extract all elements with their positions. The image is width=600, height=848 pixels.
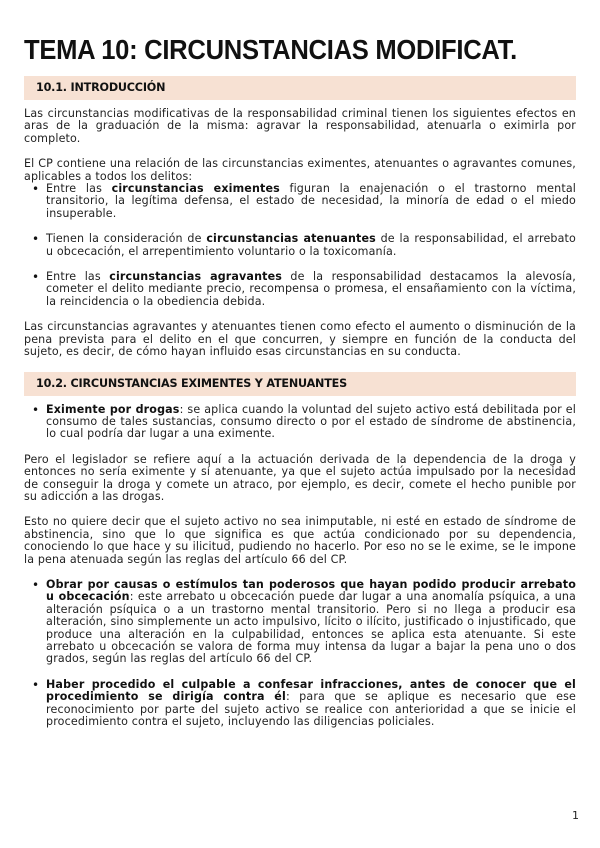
page-title: TEMA 10: CIRCUNSTANCIAS MODIFICAT. <box>24 34 518 65</box>
list-item: • Haber procedido el culpable a confesar infracciones, antes de conocer que el procedimiento se dirigía contra él: para que se aplique es necesario que ese reconocimiento por parte del sujeto activo se realice con anterioridad a que se inicie el procedimiento contra el sujeto, incluyendo las diligencias policiales. <box>24 679 576 729</box>
list-item: • Obrar por causas o estímulos tan poderosos que hayan podido producir arrebato u obcecación: este arrebato u obcecación puede dar lugar a una anomalía psíquica, a una alteración psíquica o a un trastorno mental transitorio. Pero si no llega a producir esa alteración, sino simplemente un acto impulsivo, lícito o ilícito, justificado o injustificado, que produce una alteración en la culpabilidad, entonces se aplica esta atenuante. Si este arrebato u obcecación se valora de forma muy intensa da lugar a bajar la pena uno o dos grados, según las reglas del artículo 66 del CP. <box>24 579 576 666</box>
section-heading-introduccion: 10.1. INTRODUCCIÓN <box>24 76 576 100</box>
paragraph: Pero el legislador se refiere aquí a la actuación derivada de la dependencia de la droga y entonces no sería eximente y sí atenuante, ya que el sujeto actúa impulsado por la necesidad de conseguir la droga y comete un atraco, por ejemplo, es decir, comete el hecho punible por su adicción a las drogas. <box>24 452 576 503</box>
paragraph: Esto no quiere decir que el sujeto activo no sea inimputable, ni esté en estado de síndrome de abstinencia, sino que lo que significa es que actúa condicionado por su dependencia, conociendo lo que hace y su ilicitud, pudiendo no hacerlo. Por eso no se le exime, se le impone la pena atenuada según las reglas del artículo 66 del CP. <box>24 515 576 566</box>
list-item: • Eximente por drogas: se aplica cuando la voluntad del sujeto activo está debilitada por el consumo de tales sustancias, consumo directo o por el estado de síndrome de abstinencia, lo cual podría dar lugar a una eximente. <box>24 404 576 441</box>
list-item: • Entre las circunstancias eximentes figuran la enajenación o el trastorno mental transitorio, la legítima defensa, el estado de necesidad, la minoría de edad o el miedo insuperable. <box>24 183 576 220</box>
bullet-list-eximente <box>24 404 576 441</box>
section-heading-eximentes-atenuantes: 10.2. CIRCUNSTANCIAS EXIMENTES Y ATENUANTES <box>24 372 576 396</box>
bullet-list-circunstancias <box>24 183 576 308</box>
paragraph: Las circunstancias modificativas de la responsabilidad criminal tienen los siguientes efectos en aras de la graduación de la misma: agravar la responsabilidad, atenuarla o eximirla por completo. <box>24 107 576 145</box>
page-number: 1 <box>572 809 579 822</box>
bullet-list-atenuantes <box>24 579 576 728</box>
paragraph: Las circunstancias agravantes y atenuantes tienen como efecto el aumento o disminución de la pena prevista para el delito en el que concurren, y siempre en función de la conducta del sujeto, es decir, de cómo hayan influido esas circunstancias en su conducta. <box>24 320 576 359</box>
paragraph: El CP contiene una relación de las circunstancias eximentes, atenuantes o agravantes comunes, aplicables a todos los delitos: <box>24 157 576 183</box>
list-item: • Entre las circunstancias agravantes de la responsabilidad destacamos la alevosía, cometer el delito mediante precio, recompensa o promesa, el ensañamiento con la víctima, la reincidencia o la obediencia debida. <box>24 271 576 308</box>
list-item: • Tienen la consideración de circunstancias atenuantes de la responsabilidad, el arrebato u obcecación, el arrepentimiento voluntario o la toxicomanía. <box>24 233 576 258</box>
